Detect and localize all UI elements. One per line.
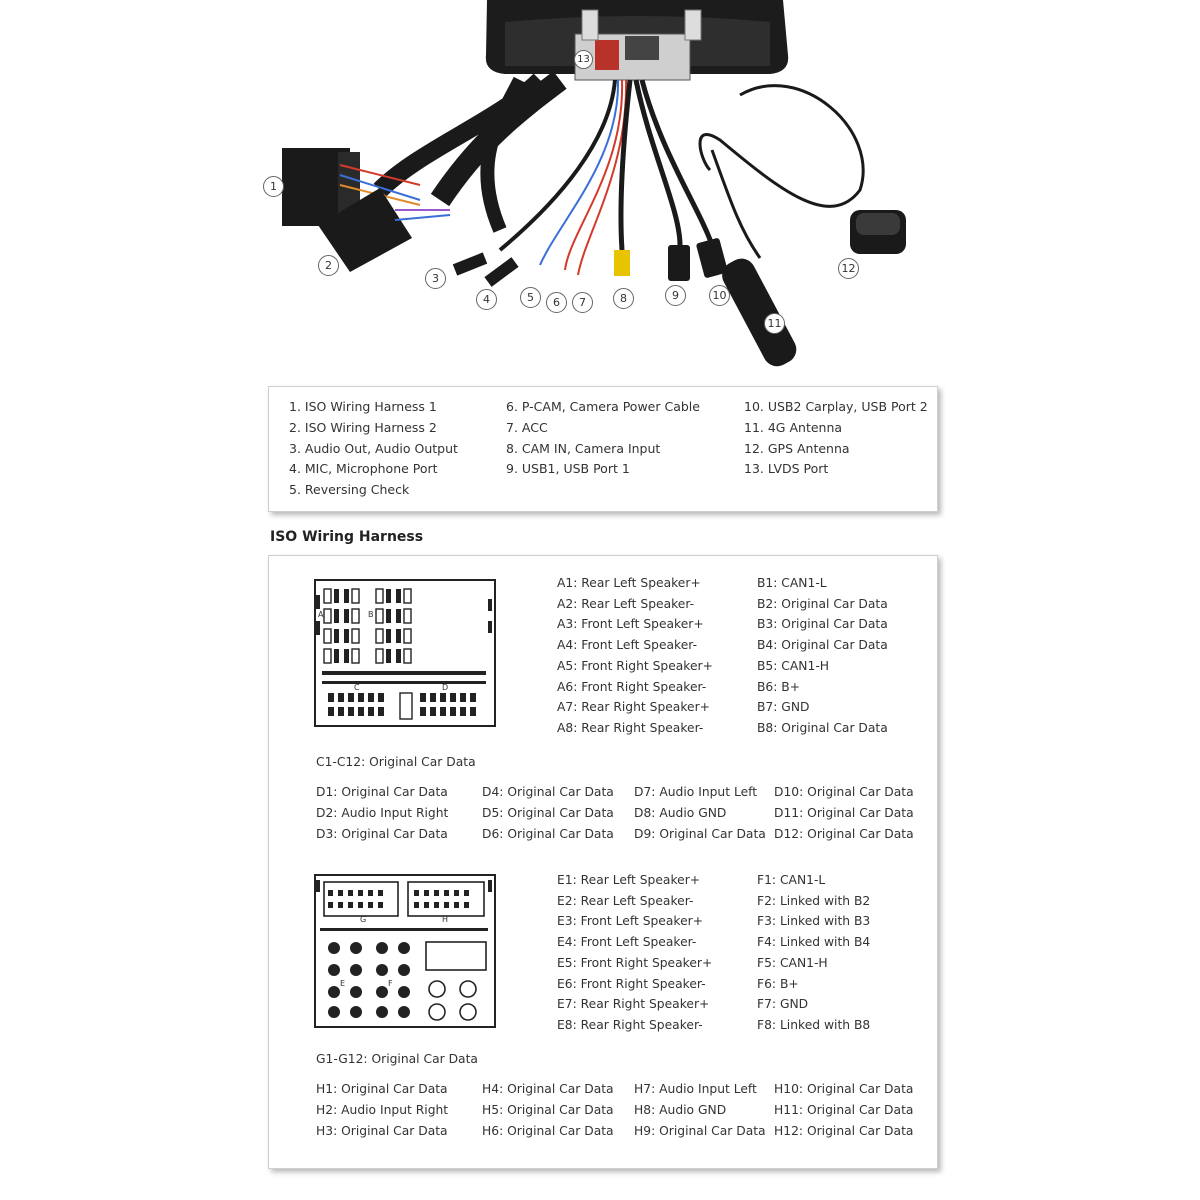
pin-item: H7: Audio Input Left	[634, 1082, 757, 1096]
audio-out-jack	[455, 258, 485, 270]
callout-8: 8	[613, 288, 634, 309]
e-pin-list	[557, 870, 712, 1036]
pin-item: D5: Original Car Data	[482, 805, 614, 820]
pin-item: B1: CAN1-L	[757, 576, 827, 590]
f-pin-list	[757, 870, 870, 1036]
d-pin-grid	[316, 782, 926, 846]
pin-item: H3: Original Car Data	[316, 1123, 448, 1138]
pin-item: F6: B+	[757, 976, 799, 991]
legend-column-3	[744, 397, 928, 480]
g-pins-note: G1-G12: Original Car Data	[316, 1052, 478, 1066]
callout-2: 2	[318, 255, 339, 276]
pin-item: A7: Rear Right Speaker+	[557, 700, 710, 715]
pin-item: A4: Front Left Speaker-	[557, 638, 698, 653]
pin-item: A8: Rear Right Speaker-	[557, 720, 704, 735]
h-pin-grid	[316, 1079, 926, 1143]
pin-item: H9: Original Car Data	[634, 1123, 766, 1138]
h-column	[482, 1079, 614, 1141]
callout-7: 7	[572, 292, 593, 313]
callout-5: 5	[520, 287, 541, 308]
wiring-harness-illustration	[0, 0, 1200, 380]
product-photo	[0, 0, 1200, 380]
connector-label-d: D	[442, 683, 449, 692]
c-pins-note: C1-C12: Original Car Data	[316, 755, 476, 769]
pin-item: E6: Front Right Speaker-	[557, 976, 706, 991]
pin-item: E5: Front Right Speaker+	[557, 955, 713, 970]
pin-item: H4: Original Car Data	[482, 1082, 614, 1096]
legend-item: 1. ISO Wiring Harness 1	[289, 399, 437, 414]
callout-13: 13	[574, 50, 593, 69]
pin-item: E3: Front Left Speaker+	[557, 914, 704, 929]
callout-10: 10	[709, 285, 730, 306]
callout-1: 1	[263, 176, 284, 197]
d-column	[634, 782, 766, 844]
pin-item: E8: Rear Right Speaker-	[557, 1017, 703, 1032]
h-column	[634, 1079, 766, 1141]
pin-item: D12: Original Car Data	[774, 826, 914, 841]
connector-label-f: F	[388, 979, 393, 988]
mic-jack	[488, 262, 515, 282]
legend-item: 10. USB2 Carplay, USB Port 2	[744, 399, 928, 414]
lvds-port	[595, 40, 619, 70]
pin-item: B5: CAN1-H	[757, 658, 830, 673]
d-column	[316, 782, 448, 844]
pin-item: F5: CAN1-H	[757, 955, 828, 970]
pin-item: E7: Rear Right Speaker+	[557, 997, 710, 1012]
connector-label-b: B	[368, 610, 374, 619]
4g-antenna	[717, 254, 801, 372]
pin-item: D2: Audio Input Right	[316, 805, 449, 820]
pin-item: B7: GND	[757, 700, 810, 715]
legend-item: 4. MIC, Microphone Port	[289, 461, 438, 477]
connector-label-a: A	[318, 610, 324, 619]
a-pin-list	[557, 573, 713, 739]
pin-item: D10: Original Car Data	[774, 785, 914, 799]
pin-item: H5: Original Car Data	[482, 1102, 614, 1117]
pin-item: D1: Original Car Data	[316, 785, 448, 799]
pin-item: F2: Linked with B2	[757, 893, 871, 908]
pin-item: F3: Linked with B3	[757, 914, 871, 929]
callout-3: 3	[425, 268, 446, 289]
pin-item: B6: B+	[757, 679, 801, 694]
connector-2-pinout	[316, 876, 494, 1026]
pin-item: E2: Rear Left Speaker-	[557, 893, 694, 908]
connector-1-diagram	[314, 579, 496, 727]
legend-item: 8. CAM IN, Camera Input	[506, 440, 661, 456]
legend-column-2	[506, 397, 700, 480]
callout-4: 4	[476, 289, 497, 310]
pin-item: H2: Audio Input Right	[316, 1102, 449, 1117]
legend-item: 5. Reversing Check	[289, 482, 410, 498]
pin-item: H12: Original Car Data	[774, 1123, 914, 1138]
h-column	[774, 1079, 913, 1141]
pin-item: A3: Front Left Speaker+	[557, 617, 704, 632]
callout-12: 12	[838, 258, 859, 279]
pin-item: F1: CAN1-L	[757, 873, 826, 887]
pin-item: A5: Front Right Speaker+	[557, 658, 713, 673]
pin-item: D6: Original Car Data	[482, 826, 614, 841]
port-legend	[268, 386, 938, 512]
callout-11: 11	[764, 313, 785, 334]
pin-item: D9: Original Car Data	[634, 826, 766, 841]
connector-label-g: G	[360, 915, 367, 924]
legend-item: 9. USB1, USB Port 1	[506, 461, 630, 477]
pin-item: D11: Original Car Data	[774, 805, 914, 820]
callout-6: 6	[546, 292, 567, 313]
legend-item: 6. P-CAM, Camera Power Cable	[506, 399, 700, 414]
pin-item: D3: Original Car Data	[316, 826, 448, 841]
section-title: ISO Wiring Harness	[270, 529, 424, 545]
legend-item: 13. LVDS Port	[744, 461, 829, 477]
connector-2-diagram	[314, 874, 496, 1028]
pin-item: E4: Front Left Speaker-	[557, 935, 697, 950]
d-column	[482, 782, 614, 844]
h-column	[316, 1079, 448, 1141]
pin-item: E1: Rear Left Speaker+	[557, 873, 701, 887]
legend-item: 12. GPS Antenna	[744, 440, 850, 456]
legend-item: 3. Audio Out, Audio Output	[289, 440, 458, 456]
pin-item: B8: Original Car Data	[757, 720, 888, 735]
pin-item: D7: Audio Input Left	[634, 785, 758, 799]
connector-label-h: H	[442, 915, 449, 924]
pin-item: H1: Original Car Data	[316, 1082, 448, 1096]
d-column	[774, 782, 914, 844]
pin-item: F4: Linked with B4	[757, 935, 871, 950]
legend-item: 7. ACC	[506, 419, 548, 435]
usb1-connector	[668, 245, 690, 281]
connector-1-pinout	[316, 581, 494, 725]
legend-item: 2. ISO Wiring Harness 2	[289, 419, 437, 435]
legend-item: 11. 4G Antenna	[744, 419, 843, 435]
pin-item: F8: Linked with B8	[757, 1017, 871, 1032]
pin-item: D8: Audio GND	[634, 805, 727, 820]
pin-item: A1: Rear Left Speaker+	[557, 576, 701, 590]
pin-item: H10: Original Car Data	[774, 1082, 914, 1096]
connector-label-c: C	[354, 683, 360, 692]
camera-rca-connector	[614, 250, 630, 276]
legend-column-1	[289, 397, 458, 501]
pin-item: D4: Original Car Data	[482, 785, 614, 799]
b-pin-list	[757, 573, 888, 739]
pin-item: B2: Original Car Data	[757, 596, 888, 611]
callout-9: 9	[665, 285, 686, 306]
pin-item: F7: GND	[757, 997, 809, 1012]
iso-pinout-panel	[268, 555, 938, 1169]
connector-label-e: E	[340, 979, 346, 988]
pin-item: H8: Audio GND	[634, 1102, 727, 1117]
pin-item: H6: Original Car Data	[482, 1123, 614, 1138]
pin-item: B4: Original Car Data	[757, 638, 888, 653]
pin-item: B3: Original Car Data	[757, 617, 888, 632]
pin-item: A2: Rear Left Speaker-	[557, 596, 695, 611]
pin-item: A6: Front Right Speaker-	[557, 679, 707, 694]
pin-item: H11: Original Car Data	[774, 1102, 914, 1117]
